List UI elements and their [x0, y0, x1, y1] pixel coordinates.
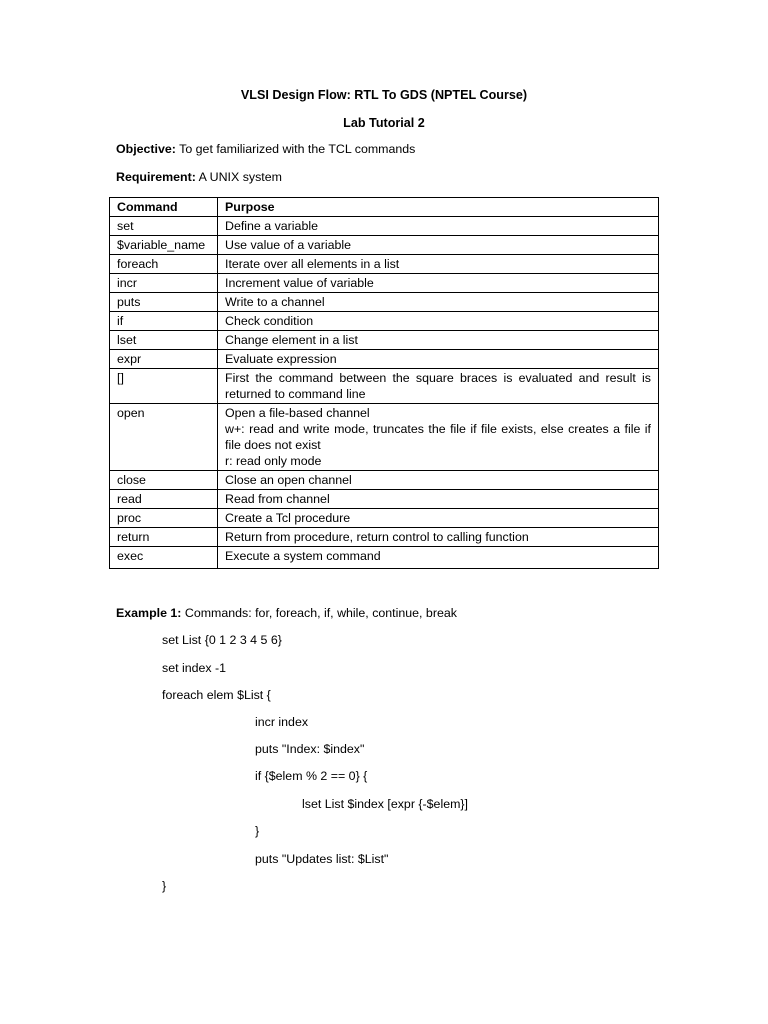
purpose-line: w+: read and write mode, truncates the file if file exists, else creates a file if file does not exist [225, 422, 651, 452]
purpose-cell: Execute a system command [218, 547, 659, 569]
table-row [110, 471, 659, 490]
purpose-cell: Increment value of variable [218, 274, 659, 293]
command-cell: $variable_name [110, 236, 218, 255]
code-line: } [255, 824, 260, 838]
purpose-line: r: read only mode [225, 454, 322, 468]
example-heading [116, 606, 457, 620]
code-line: set List {0 1 2 3 4 5 6} [162, 633, 282, 647]
command-cell: incr [110, 274, 218, 293]
requirement-label: Requirement: [116, 170, 196, 184]
command-cell: read [110, 490, 218, 509]
purpose-line: Open a file-based channel [225, 406, 370, 420]
table-row [110, 293, 659, 312]
code-line: incr index [255, 715, 309, 729]
table-header-row [110, 198, 659, 217]
purpose-cell: Write to a channel [218, 293, 659, 312]
code-line: set index -1 [162, 661, 227, 675]
command-cell: puts [110, 293, 218, 312]
code-line: foreach elem $List { [162, 688, 271, 702]
tcl-commands-table [109, 197, 659, 569]
purpose-cell: Iterate over all elements in a list [218, 255, 659, 274]
command-cell: foreach [110, 255, 218, 274]
command-cell: exec [110, 547, 218, 569]
purpose-cell: First the command between the square braces is evaluated and result is returned to command line [218, 369, 659, 404]
table-row [110, 547, 659, 569]
purpose-cell: Check condition [218, 312, 659, 331]
code-line: if {$elem % 2 == 0} { [255, 769, 368, 783]
command-cell: open [110, 404, 218, 471]
lab-tutorial-subtitle: Lab Tutorial 2 [343, 116, 425, 130]
command-cell: set [110, 217, 218, 236]
example-label: Example 1: [116, 606, 182, 620]
code-line: } [162, 879, 167, 893]
code-line: puts "Index: $index" [255, 742, 365, 756]
table-row [110, 350, 659, 369]
purpose-cell: Create a Tcl procedure [218, 509, 659, 528]
table-row [110, 490, 659, 509]
command-column-header: Command [110, 198, 218, 217]
command-cell: [] [110, 369, 218, 404]
objective-label: Objective: [116, 142, 176, 156]
table-row [110, 255, 659, 274]
objective-text: To get familiarized with the TCL commands [175, 142, 416, 156]
command-cell: close [110, 471, 218, 490]
table-row [110, 369, 659, 404]
requirement-line [116, 170, 282, 184]
purpose-cell: Change element in a list [218, 331, 659, 350]
purpose-cell [218, 404, 659, 471]
command-cell: lset [110, 331, 218, 350]
purpose-column-header: Purpose [218, 198, 659, 217]
code-line: puts "Updates list: $List" [255, 852, 389, 866]
command-cell: if [110, 312, 218, 331]
table-row [110, 404, 659, 471]
purpose-cell: Define a variable [218, 217, 659, 236]
command-cell: return [110, 528, 218, 547]
command-cell: proc [110, 509, 218, 528]
table-row [110, 509, 659, 528]
example-text: Commands: for, foreach, if, while, continue, break [181, 606, 457, 620]
purpose-cell: Close an open channel [218, 471, 659, 490]
table-row [110, 236, 659, 255]
table-row [110, 274, 659, 293]
code-line: lset List $index [expr {-$elem}] [302, 797, 468, 811]
table-row [110, 528, 659, 547]
purpose-cell: Return from procedure, return control to calling function [218, 528, 659, 547]
purpose-cell: Read from channel [218, 490, 659, 509]
table-row [110, 331, 659, 350]
table-row [110, 312, 659, 331]
requirement-text: A UNIX system [195, 170, 282, 184]
purpose-cell: Use value of a variable [218, 236, 659, 255]
objective-line [116, 142, 415, 156]
table-row [110, 217, 659, 236]
command-cell: expr [110, 350, 218, 369]
purpose-cell: Evaluate expression [218, 350, 659, 369]
page-title: VLSI Design Flow: RTL To GDS (NPTEL Course) [240, 88, 528, 102]
